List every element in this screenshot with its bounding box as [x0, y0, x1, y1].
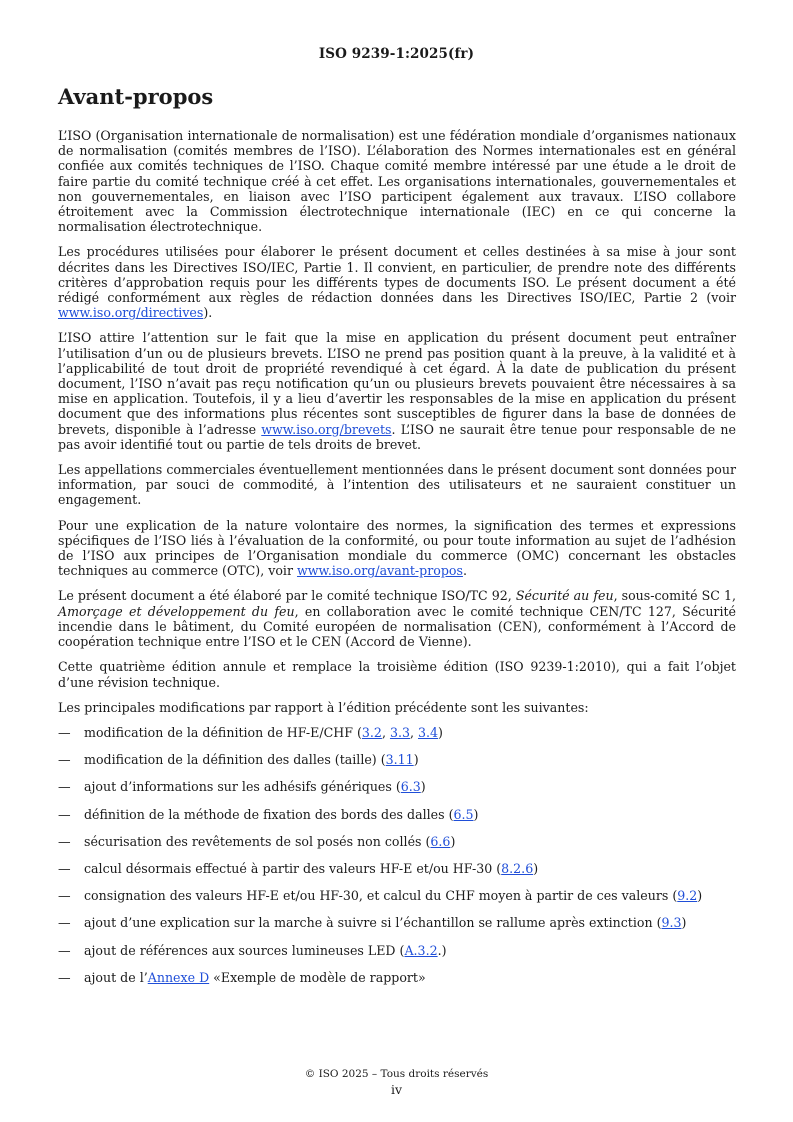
clause-link[interactable]: 3.2 [361, 724, 382, 740]
text: ) [473, 806, 479, 822]
clause-link[interactable]: A.3.2 [404, 942, 438, 958]
clause-link[interactable]: 3.11 [385, 752, 414, 768]
text: modification de la définition de HF-E/CHF ( [84, 724, 362, 740]
list-item-text [84, 915, 686, 930]
text: sécurisation des revêtements de sol posés non collés ( [84, 833, 431, 849]
paragraph-voluntary-nature [58, 518, 736, 579]
clause-link[interactable]: 9.2 [677, 888, 698, 904]
clause-link[interactable]: 8.2.6 [501, 860, 534, 876]
clause-link[interactable]: 3.4 [418, 724, 439, 740]
text: consignation des valeurs HF-E et/ou HF-30, et calcul du CHF moyen à partir de ces valeurs ( [84, 888, 678, 904]
text: ). [203, 305, 213, 321]
document-header: ISO 9239-1:2025(fr) [318, 46, 475, 62]
clause-link[interactable]: 9.3 [661, 915, 682, 931]
paragraph-patents [58, 330, 736, 452]
text: ) [420, 779, 426, 795]
paragraph-edition: Cette quatrième édition annule et remplace la troisième édition (ISO 9239-1:2010), qui a fait l’objet d’une révision technique. [58, 659, 736, 690]
paragraph-trade-names: Les appellations commerciales éventuellement mentionnées dans le présent document sont données pour information, par souci de commodité, à l’intention des utilisateurs et ne sauraient constituer un engagement. [58, 462, 736, 508]
directives-link[interactable]: www.iso.org/directives [58, 305, 204, 321]
dash-bullet: — [58, 942, 71, 958]
text: Les procédures utilisées pour élaborer le présent document et celles destinées à sa mise à jour sont décrites dans les Directives ISO/IEC, Partie 1. Il convient, en particulier, de prendre note des différents critères d’approbation requis pour les différents types de documents ISO. Le présent document a été rédigé conformément aux règles de rédaction données dans les Directives ISO/IEC, Partie 2 (voir [58, 244, 736, 306]
patents-link[interactable]: www.iso.org/brevets [261, 421, 392, 437]
list-item [58, 752, 736, 767]
page-number: iv [390, 1082, 403, 1097]
text: ) [413, 752, 419, 768]
list-item-text [84, 834, 455, 849]
clause-link[interactable]: 6.6 [430, 833, 451, 849]
list-item-text [84, 807, 478, 822]
clause-link[interactable]: 3.3 [389, 724, 410, 740]
paragraph-committee [58, 588, 736, 649]
paragraph-procedures [58, 244, 736, 320]
paragraph-changes-intro: Les principales modifications par rapport à l’édition précédente sont les suivantes: [58, 699, 589, 715]
dash-bullet: — [58, 806, 71, 822]
dash-bullet: — [58, 888, 71, 904]
text: ) [533, 860, 539, 876]
list-item-text [84, 861, 538, 876]
text: , [409, 724, 418, 740]
dash-bullet: — [58, 833, 71, 849]
list-item-text [84, 752, 419, 767]
list-item [58, 861, 736, 876]
text: , en collaboration avec le comité technique CEN/TC 127, Sécurité incendie dans le bâtiment, du Comité européen de normalisation (CEN), conformément à l’Accord de coopération technique entre l’ISO et le CEN (Accord de Vienne). [58, 603, 736, 650]
text: Le présent document a été élaboré par le comité technique ISO/TC 92, [58, 588, 516, 604]
list-item-text [84, 943, 447, 958]
list-item [58, 970, 736, 985]
list-item [58, 915, 736, 930]
paragraph-iso-intro: L’ISO (Organisation internationale de normalisation) est une fédération mondiale d’organismes nationaux de normalisation (comités membres de l’ISO). L’élaboration des Normes internationales est en général confiée aux comités techniques de l’ISO. Chaque comité membre intéressé par une étude a le droit de faire partie du comité technique créé à cet effet. Les organisations internationales, gouvernementales et non gouvernementales, en liaison avec l’ISO participent également aux travaux. L’ISO collabore étroitement avec la Commission électrotechnique internationale (IEC) en ce qui concerne la normalisation électrotechnique. [58, 128, 736, 235]
copyright-notice: © ISO 2025 – Tous droits réservés [304, 1068, 489, 1080]
dash-bullet: — [58, 860, 71, 876]
text: ajout de références aux sources lumineuses LED ( [84, 942, 405, 958]
text: , sous-comité SC 1, [613, 588, 736, 604]
text: ) [450, 833, 456, 849]
annex-link[interactable]: Annexe D [147, 969, 210, 985]
list-item [58, 807, 736, 822]
list-item-text [84, 779, 426, 794]
text: définition de la méthode de fixation des bords des dalles ( [84, 806, 454, 822]
text: L’ISO attire l’attention sur le fait que la mise en application du présent document peut entraîner l’utilisation d’un ou de plusieurs brevets. L’ISO ne prend pas position quant à la preuve, à la validité et à l’applicabilité de tout droit de propriété revendiqué à cet égard. À la date de publication du présent document, l’ISO n’avait pas reçu notification qu’un ou plusieurs brevets pouvaient être nécessaires à sa mise en application. Toutefois, il y a lieu d’avertir les responsables de la mise en application du présent document que des informations plus récentes sont susceptibles de figurer dans la base de données de brevets, disponible à l’adresse [58, 330, 736, 437]
text: .) [437, 942, 447, 958]
subcommittee-name: Amorçage et développement du feu [58, 603, 295, 619]
text: ajout de l’ [84, 969, 148, 985]
dash-bullet: — [58, 779, 71, 795]
text: , [381, 724, 390, 740]
clause-link[interactable]: 6.5 [453, 806, 474, 822]
changes-list [58, 725, 736, 985]
text: calcul désormais effectué à partir des valeurs HF-E et/ou HF-30 ( [84, 860, 502, 876]
list-item [58, 943, 736, 958]
text: ajout d’une explication sur la marche à suivre si l’échantillon se rallume après extinction ( [84, 915, 662, 931]
text: Pour une explication de la nature volontaire des normes, la signification des termes et expressions spécifiques de l’ISO liés à l’évaluation de la conformité, ou pour toute information au sujet de l’adhésion de l’ISO aux principes de l’Organisation mondiale du commerce (OMC) concernant les obstacles techniques au commerce (OTC), voir [58, 517, 736, 579]
list-item-text [84, 725, 443, 740]
committee-name: Sécurité au feu [515, 588, 614, 604]
foreword-body [58, 128, 736, 997]
dash-bullet: — [58, 915, 71, 931]
dash-bullet: — [58, 724, 71, 740]
foreword-link[interactable]: www.iso.org/avant-propos [296, 563, 463, 579]
text: ) [438, 724, 443, 740]
list-item-text [84, 888, 702, 903]
text: modification de la définition des dalles (taille) ( [84, 752, 386, 768]
text: ) [697, 888, 703, 904]
page-title: Avant-propos [58, 84, 214, 109]
dash-bullet: — [58, 969, 71, 985]
text: . [462, 563, 467, 579]
text: ajout d’informations sur les adhésifs génériques ( [84, 779, 401, 795]
list-item [58, 725, 736, 740]
list-item-text [84, 970, 426, 985]
dash-bullet: — [58, 752, 71, 768]
page-footer [0, 1067, 793, 1097]
list-item [58, 888, 736, 903]
list-item [58, 779, 736, 794]
text: «Exemple de modèle de rapport» [209, 969, 426, 985]
clause-link[interactable]: 6.3 [400, 779, 421, 795]
text: ) [681, 915, 687, 931]
list-item [58, 834, 736, 849]
text: . L’ISO ne saurait être tenue pour responsable de ne pas avoir identifié tout ou partie de tels droits de brevet. [58, 421, 736, 452]
